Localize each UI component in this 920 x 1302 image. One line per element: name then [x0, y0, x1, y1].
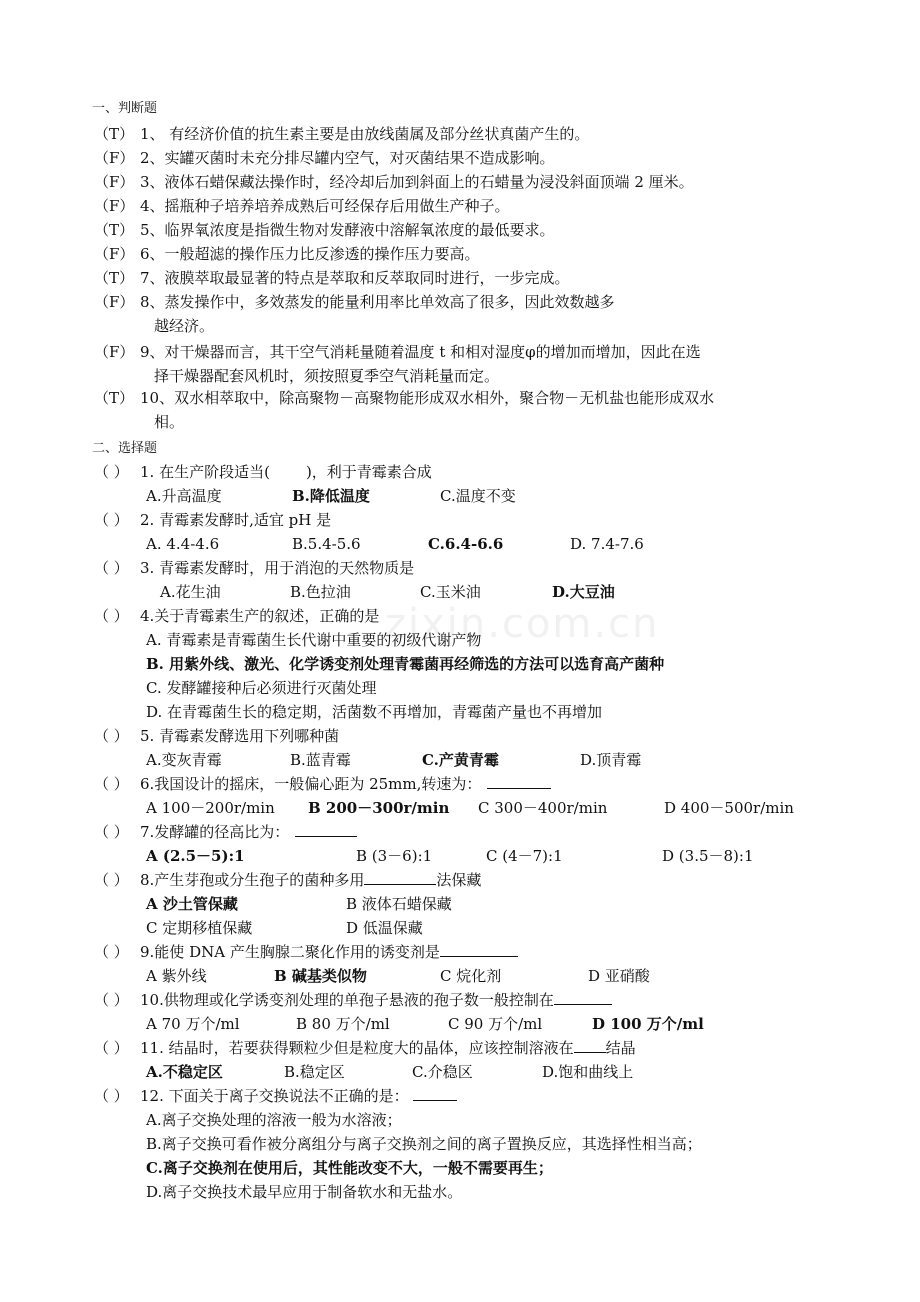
question-stem-end: )，利于青霉素合成	[305, 463, 432, 481]
option-a: A.离子交换处理的溶液一般为水溶液；	[146, 1111, 402, 1129]
option-d: D.离子交换技术最早应用于制备软水和无盐水。	[146, 1183, 463, 1201]
option-a: A 沙土管保藏	[146, 895, 238, 913]
answer-paren: （ ）	[94, 559, 129, 577]
option-a: A.升高温度	[146, 487, 222, 505]
option-a: A.变灰青霉	[146, 751, 222, 769]
option-b: B 200－300r/min	[308, 799, 450, 817]
option-c: C.6.4-6.6	[428, 535, 504, 553]
tf-mark: （F）	[94, 173, 135, 191]
option-a: A 紫外线	[146, 967, 207, 985]
tf-item-4	[94, 194, 854, 218]
option-a: A. 4.4-4.6	[146, 535, 220, 553]
option-a: A.花生油	[160, 583, 221, 601]
answer-paren: （ ）	[94, 991, 129, 1009]
tf-text: 7、液膜萃取最显著的特点是萃取和反萃取同时进行，一步完成。	[140, 269, 570, 287]
option-d: D 低温保藏	[346, 919, 423, 937]
option-b: B.离子交换可看作被分离组分与离子交换剂之间的离子置换反应，其选择性相当高；	[146, 1135, 702, 1153]
question-stem: 4.关于青霉素生产的叙述，正确的是	[140, 607, 380, 625]
section-title-multiple-choice: 二、选择题	[92, 441, 158, 456]
tf-mark: （F）	[94, 197, 135, 215]
tf-mark: （T）	[94, 389, 135, 407]
question-stem: 6.我国设计的摇床，一般偏心距为 25mm,转速为：	[140, 775, 482, 793]
question-11	[94, 1036, 636, 1060]
question-stem-end: 法保藏	[436, 871, 482, 889]
section-title-true-false: 一、判断题	[92, 101, 158, 116]
tf-text-continued: 越经济。	[154, 317, 215, 335]
question-stem: 3. 青霉素发酵时，用于消泡的天然物质是	[140, 559, 415, 577]
tf-mark: （T）	[94, 269, 135, 287]
answer-blank	[295, 820, 357, 837]
option-c: C 90 万个/ml	[448, 1015, 543, 1033]
option-b: B.降低温度	[292, 487, 370, 505]
question-3	[94, 556, 414, 580]
question-stem: 8.产生芽孢或分生孢子的菌种多用	[140, 871, 365, 889]
option-c: C. 发酵罐接种后必须进行灭菌处理	[146, 679, 377, 697]
tf-item-7	[94, 266, 854, 290]
option-a: A (2.5－5):1	[146, 847, 245, 865]
tf-mark: （T）	[94, 221, 135, 239]
tf-text-continued: 相。	[154, 413, 185, 431]
option-d: D.饱和曲线上	[542, 1063, 634, 1081]
tf-mark: （F）	[94, 245, 135, 263]
question-stem: 9.能使 DNA 产生胸腺二聚化作用的诱变剂是	[140, 943, 440, 961]
answer-paren: （ ）	[94, 607, 129, 625]
question-8	[94, 868, 481, 892]
question-4	[94, 604, 379, 628]
question-stem-end: 结晶	[605, 1039, 636, 1057]
tf-item-10	[94, 386, 854, 431]
tf-item-3	[94, 170, 854, 194]
answer-paren: （ ）	[94, 511, 129, 529]
option-c: C.介稳区	[412, 1063, 473, 1081]
answer-blank	[554, 988, 612, 1005]
option-d: D (3.5－8):1	[662, 847, 754, 865]
question-12	[94, 1084, 457, 1108]
option-c: C.玉米油	[420, 583, 481, 601]
tf-item-1	[94, 122, 854, 146]
answer-paren: （ ）	[94, 871, 129, 889]
question-stem: 2. 青霉素发酵时,适宜 pH 是	[140, 511, 332, 529]
option-c: C 烷化剂	[440, 967, 502, 985]
watermark: zixin.com.cn	[385, 601, 660, 647]
tf-item-5	[94, 218, 854, 242]
answer-blank	[487, 772, 551, 789]
answer-paren: （ ）	[94, 943, 129, 961]
question-10	[94, 988, 612, 1012]
question-stem: 12. 下面关于离子交换说法不正确的是：	[140, 1087, 409, 1105]
answer-paren: （ ）	[94, 463, 129, 481]
option-b: B.蓝青霉	[290, 751, 351, 769]
tf-item-2	[94, 146, 854, 170]
option-d: D.大豆油	[552, 583, 615, 601]
question-1	[94, 460, 432, 484]
option-d: D. 在青霉菌生长的稳定期，活菌数不再增加，青霉菌产量也不再增加	[146, 703, 603, 721]
option-b: B (3－6):1	[356, 847, 433, 865]
option-a: A. 青霉素是青霉菌生长代谢中重要的初级代谢产物	[146, 631, 482, 649]
answer-blank	[364, 868, 436, 885]
option-b: B 碱基类似物	[274, 967, 367, 985]
question-2	[94, 508, 331, 532]
tf-text: 8、蒸发操作中，多效蒸发的能量利用率比单效高了很多，因此效数越多	[140, 293, 615, 311]
option-d: D 400－500r/min	[664, 799, 794, 817]
option-a: A 100－200r/min	[146, 799, 275, 817]
question-5	[94, 724, 339, 748]
option-c: C 300－400r/min	[478, 799, 608, 817]
tf-text-continued: 择干燥器配套风机时，须按照夏季空气消耗量而定。	[154, 367, 500, 385]
question-stem: 1. 在生产阶段适当(	[140, 463, 270, 481]
tf-text: 3、液体石蜡保藏法操作时，经冷却后加到斜面上的石蜡量为浸没斜面顶端 2 厘米。	[140, 173, 694, 191]
tf-text: 4、摇瓶种子培养培养成熟后可经保存后用做生产种子。	[140, 197, 510, 215]
question-7	[94, 820, 357, 844]
option-d: D 亚硝酸	[588, 967, 650, 985]
tf-item-8	[94, 290, 854, 335]
option-d: D 100 万个/ml	[592, 1015, 704, 1033]
option-b: B.色拉油	[290, 583, 351, 601]
question-stem: 5. 青霉素发酵选用下列哪种菌	[140, 727, 340, 745]
option-c: C.温度不变	[440, 487, 516, 505]
tf-text: 2、实罐灭菌时未充分排尽罐内空气，对灭菌结果不造成影响。	[140, 149, 555, 167]
question-6	[94, 772, 551, 796]
option-c: C (4－7):1	[486, 847, 563, 865]
tf-mark: （F）	[94, 149, 135, 167]
answer-blank	[574, 1036, 606, 1053]
answer-paren: （ ）	[94, 823, 129, 841]
option-a: A.不稳定区	[146, 1063, 223, 1081]
option-b: B 液体石蜡保藏	[346, 895, 452, 913]
tf-text: 9、对干燥器而言，其干空气消耗量随着温度 t 和相对湿度φ的增加而增加，因此在选	[140, 343, 701, 361]
question-stem: 11. 结晶时，若要获得颗粒少但是粒度大的晶体，应该控制溶液在	[140, 1039, 574, 1057]
option-c: C.产黄青霉	[422, 751, 499, 769]
option-d: D. 7.4-7.6	[570, 535, 644, 553]
question-stem: 7.发酵罐的径高比为：	[140, 823, 290, 841]
inline-gap	[270, 461, 306, 477]
question-stem: 10.供物理或化学诱变剂处理的单孢子悬液的孢子数一般控制在	[140, 991, 554, 1009]
answer-paren: （ ）	[94, 775, 129, 793]
tf-text: 5、临界氧浓度是指微生物对发酵液中溶解氧浓度的最低要求。	[140, 221, 555, 239]
answer-blank	[440, 940, 518, 957]
tf-mark: （F）	[94, 293, 135, 311]
answer-paren: （ ）	[94, 1087, 129, 1105]
option-b: B. 用紫外线、激光、化学诱变剂处理青霉菌再经筛选的方法可以选育高产菌种	[146, 655, 665, 673]
tf-mark: （T）	[94, 125, 135, 143]
option-c: C.离子交换剂在使用后，其性能改变不大，一般不需要再生；	[146, 1159, 553, 1177]
option-a: A 70 万个/ml	[146, 1015, 240, 1033]
option-b: B.稳定区	[284, 1063, 345, 1081]
answer-blank	[413, 1084, 457, 1101]
answer-paren: （ ）	[94, 727, 129, 745]
tf-mark: （F）	[94, 343, 135, 361]
question-9	[94, 940, 518, 964]
tf-text: 1、 有经济价值的抗生素主要是由放线菌属及部分丝状真菌产生的。	[140, 125, 590, 143]
tf-item-6	[94, 242, 854, 266]
option-b: B 80 万个/ml	[296, 1015, 390, 1033]
tf-text: 6、一般超滤的操作压力比反渗透的操作压力要高。	[140, 245, 480, 263]
option-c: C 定期移植保藏	[146, 919, 253, 937]
answer-paren: （ ）	[94, 1039, 129, 1057]
tf-text: 10、双水相萃取中，除高聚物－高聚物能形成双水相外，聚合物－无机盐也能形成双水	[140, 389, 715, 407]
option-d: D.顶青霉	[580, 751, 642, 769]
tf-item-9	[94, 340, 854, 385]
option-b: B.5.4-5.6	[292, 535, 361, 553]
